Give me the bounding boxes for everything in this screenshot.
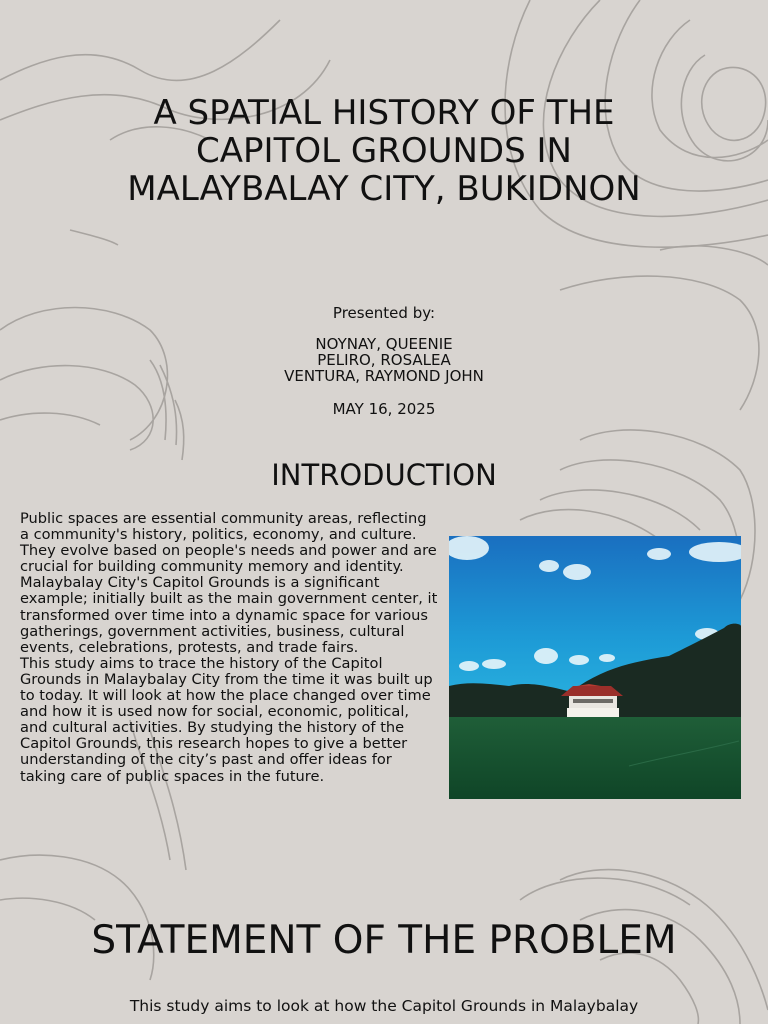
author-name: NOYNAY, QUEENIE [315,335,453,353]
introduction-paragraph: Public spaces are essential community areas, reflecting a community's history, politics, economy, and culture. They evolve based on people's needs and power and are crucial for building community memory and identity. Malaybalay City's Capitol Grounds is a significant example; initially built as the main government center, it transformed over time into a dynamic space for various gatherings, government activities, business, cultural events, celebrations, protests, and trade fairs. [20,510,438,656]
pavilion-building [561,684,623,718]
author-name: PELIRO, ROSALEA [317,351,451,369]
poster-title: A SPATIAL HISTORY OF THE CAPITOL GROUNDS IN MALAYBALAY CITY, BUKIDNON [127,93,641,209]
author-name: VENTURA, RAYMOND JOHN [284,367,484,385]
statement-of-problem-body: This study aims to look at how the Capitol Grounds in Malaybalay [129,997,639,1015]
statement-of-problem-heading: STATEMENT OF THE PROBLEM [91,918,677,963]
introduction-paragraph: This study aims to trace the history of the Capitol Grounds in Malaybalay City from the time it was built up to today. It will look at how the place changed over time and how it is used now for social, economic, political, and cultural activities. By studying the history of the Capitol Grounds, this research hopes to give a better understanding of the city’s past and offer ideas for taking care of public spaces in the future. [20,654,433,785]
grass-field [449,717,741,799]
presentation-date: MAY 16, 2025 [332,400,436,418]
author-list [184,336,584,384]
capitol-grounds-photo [449,536,741,799]
contour-left-middle [0,308,184,461]
presented-by-label: Presented by: [332,304,436,322]
introduction-body [20,511,438,785]
introduction-heading: INTRODUCTION [271,458,497,492]
